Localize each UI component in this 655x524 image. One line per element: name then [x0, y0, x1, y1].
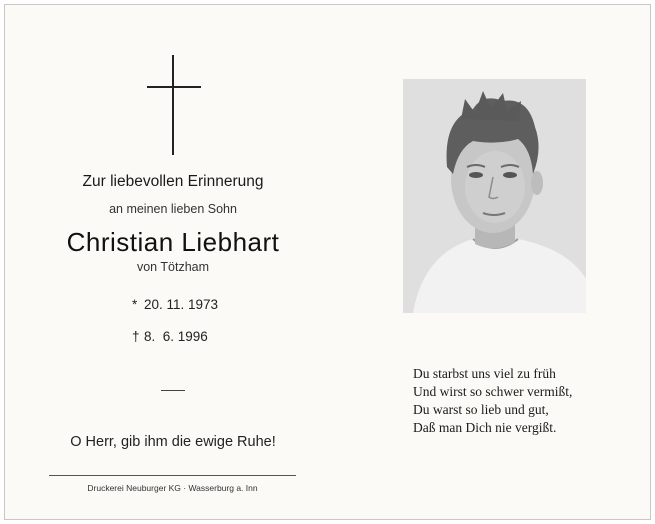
divider-dash: [161, 390, 185, 391]
intro-text: Zur liebevollen Erinnerung: [82, 173, 264, 190]
portrait-illustration: [403, 79, 586, 313]
deceased-name: Christian Liebhart: [66, 227, 280, 257]
poem-line: Du starbst uns viel zu früh: [413, 366, 556, 381]
prayer-text: O Herr, gib ihm die ewige Ruhe!: [70, 434, 276, 450]
poem-line: Und wirst so schwer vermißt,: [413, 384, 573, 399]
origin-text: von Tötzham: [136, 260, 210, 274]
poem-line: Daß man Dich nie vergißt.: [413, 420, 557, 435]
birth-date: 20. 11. 1973: [144, 297, 219, 312]
birth-date-line: [132, 297, 218, 312]
poem: [413, 365, 572, 437]
death-date-line: [132, 329, 208, 344]
memorial-card: [4, 4, 651, 520]
death-date: 8. 6. 1996: [144, 329, 208, 344]
subtitle-text: an meinen lieben Sohn: [109, 202, 237, 216]
cross-icon: [147, 55, 201, 155]
poem-line: Du warst so lieb und gut,: [413, 402, 549, 417]
printer-credit: Druckerei Neuburger KG · Wasserburg a. Inn: [87, 483, 258, 493]
death-symbol: †: [132, 329, 140, 344]
footer-rule: [49, 475, 296, 476]
birth-symbol: *: [132, 297, 138, 312]
portrait-photo: [403, 79, 586, 313]
